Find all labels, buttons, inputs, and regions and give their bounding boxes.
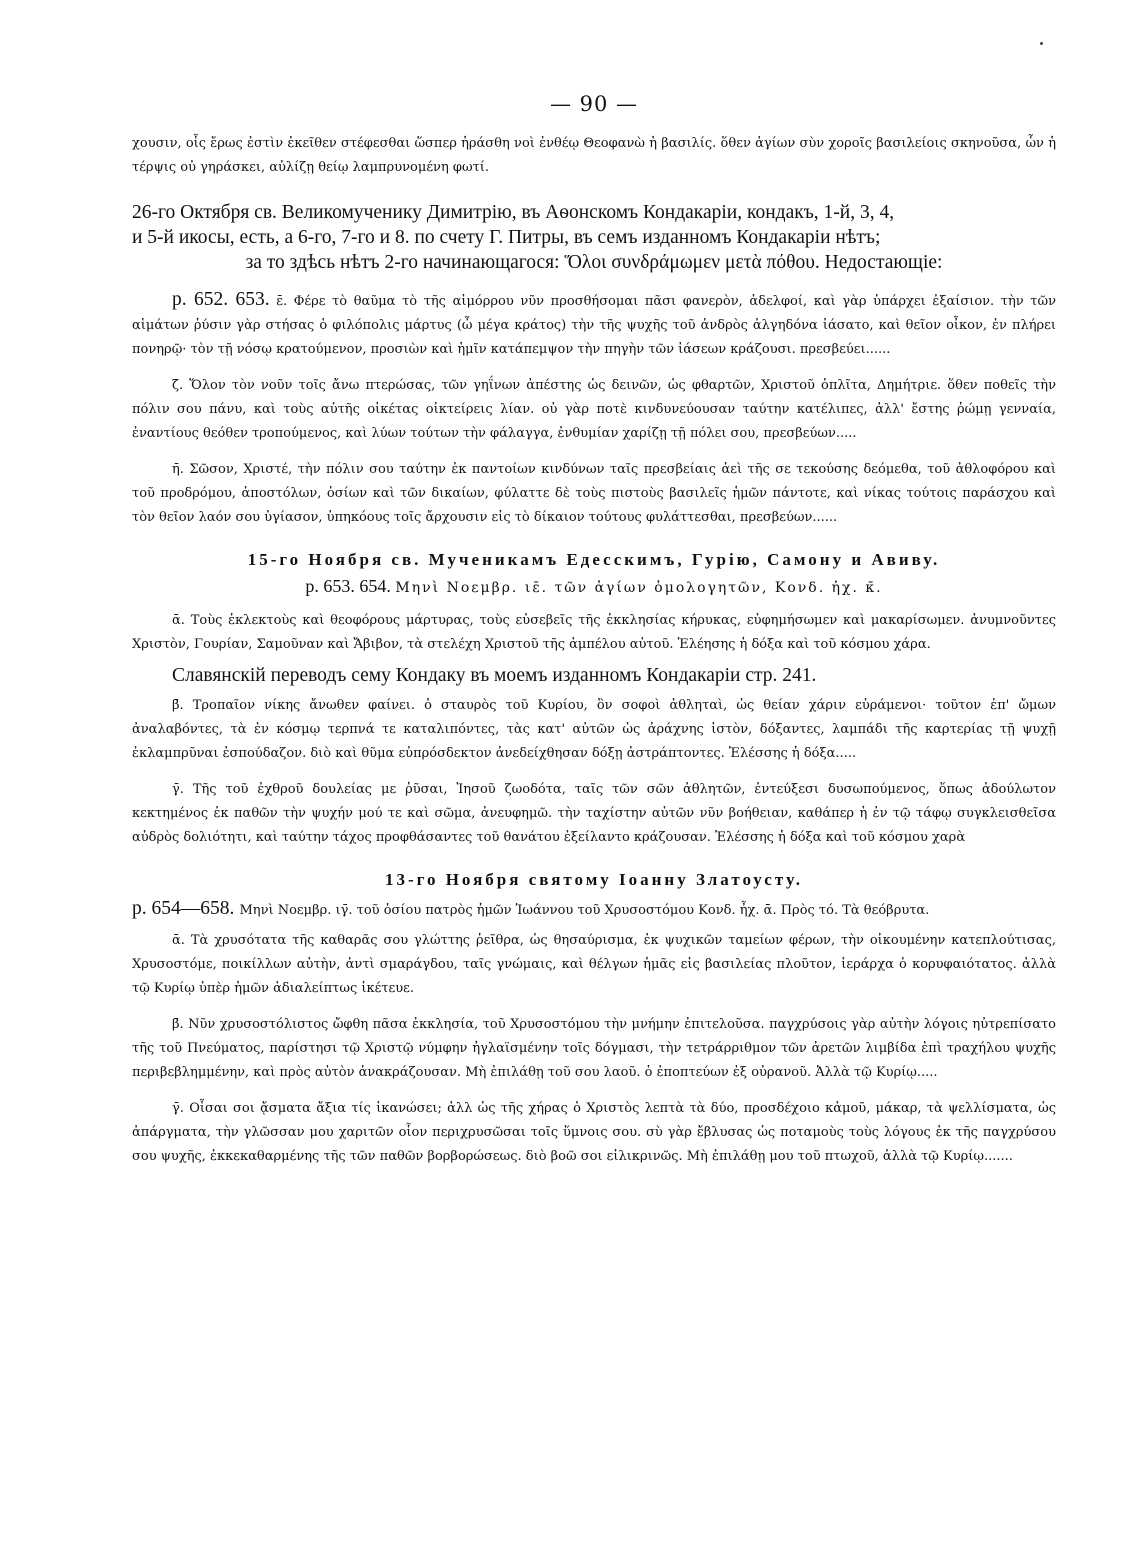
stanza-e-text: ε̄. Φέρε τὸ θαῦμα τὸ τῆς αἱμόρρου νῦν προσθήσομαι πᾶσι φανερὸν, ἀδελφοί, καὶ γὰρ ὑπάρχει ἐξαίσιον. τὴν τῶν αἱμάτων ῥύσιν γὰρ στήσας ὁ φιλόπολις μάρτυς (ὦ μέγα κράτος) τὴν τῆς ψυχῆς τοῦ ἀνδρὸς ἀλγηδόνα ἰάσατο, καὶ θεῖον οἶκον, ἐν πλήρει πονηρῷ· τὸν τῇ νόσῳ κρατούμενον, προσιὼν καὶ ἡμῖν κατάπεμψον τὴν πηγὴν τῶν ἰάσεων κράζουσι. πρεσβεύει...... — [132, 294, 1056, 357]
oct26-line-3: за то здѣсь нѣтъ 2-го начинающагося: Ὅλοι συνδράμωμεν μετὰ πόθου. Недостающіе: — [245, 252, 943, 273]
page-number: — 90 — — [549, 92, 639, 116]
nov15-stanza-g: γ̄. Τῆς τοῦ ἐχθροῦ δουλείας με ῥῦσαι, Ἰησοῦ ζωοδότα, ταῖς τῶν σῶν ἀθλητῶν, ἐντεύξεσι δυσωπούμενος, ὅπως ἀδούλωτον κεκτημένος ἐκ παθῶν τὴν ψυχήν μού τε καὶ σῶμα, ἀνευφημῶ. τὴν ταχίστην αὐτῶν νῦν βοήθειαν, καθάπερ ἡ ἐν τῷ τάφῳ συγκλεισθεῖσα αὐδρὸς δολιότητι, καὶ ταύτην τάχος προφθάσαντες τοῦ θανάτου ἐξείλαντο κράζουσαν. Ἐλέσσης ἡ δόξα καὶ τοῦ κόσμου χαρὰ — [132, 782, 1056, 845]
nov15-stanza-b: β̄. Τροπαῖον νίκης ἄνωθεν φαίνει. ὁ σταυρὸς τοῦ Κυρίου, ὃν σοφοὶ ἀθληταὶ, ὡς θείαν χάριν εὑράμενοι· τοῦτον ἐπ' ὤμων ἀναλαβόντες, τὰ ἐν κόσμῳ τερπνά τε καταλιπόντες, τὰς κατ' αὐτῶν ὡς ἀράχνης ἱστὸν, δόξαντες, λαμπάδι τῆς καρτερίας τῇ ψυχῇ ἐκλαμπρῦναι ἐσπούδαζον. διὸ καὶ θῦμα εὐπρόσδεκτον ἀνεδείχθησαν δόξῃ ἀστράπτοντες. Ἐλέσσης ἡ δόξα..... — [132, 698, 1056, 761]
oct26-heading — [132, 200, 1056, 275]
nov13-ref-greek: Μηνὶ Νοεμβρ. ιγ̄. τοῦ ὁσίου πατρὸς ἡμῶν Ἰωάννου τοῦ Χρυσοστόμου Κονδ. ἦχ. ᾱ. Πρὸς τό. Τὰ θεόβρυτα. — [239, 903, 930, 918]
nov13-stanza-b: β̄. Νῦν χρυσοστόλιστος ὤφθη πᾶσα ἐκκλησία, τοῦ Χρυσοστόμου τὴν μνήμην ἐπιτελοῦσα. παγχρύσοις γὰρ αὐτὴν λόγοις ηὐτρεπίσατο τῆς τοῦ Πνεύματος, παρίστησι τῷ Χριστῷ νύμφην ἠγλαϊσμένην τοῖς δόγμασι, τὴν τετράρριθμον τῶν ἀρετῶν λιμβίδα ἐπὶ τραχήλου ψυχῆς περιβεβλημμένην, καὶ πρὸς αὐτὸν ἀνακράζουσαν. Μὴ ἐπιλάθῃ τοῦ σου λαοῦ. ὁ ἐποπτεύων ἐξ οὐρανοῦ. Ἀλλὰ τῷ Κυρίῳ..... — [132, 1017, 1056, 1080]
nov15-heading: 15-го Ноября св. Мученикамъ Едесскимъ, Гурію, Самону и Авиву. — [247, 550, 941, 569]
oct26-stanza-z: ζ̄. Ὅλον τὸν νοῦν τοῖς ἄνω πτερώσας, τῶν γηΐνων ἀπέστης ὡς δεινῶν, ὡς φθαρτῶν, Χριστοῦ ὁπλῖτα, Δημήτριε. ὅθεν ποθεῖς τὴν πόλιν σου πάνυ, καὶ τοὺς αὐτῆς οἰκέτας οἰκτείρεις λίαν. οὐ γὰρ ποτὲ κινδυνεύουσαν ταύτην κατέλιπες, ἀλλ' ἔστης ῥώμῃ γενναία, ἐναντίους θεόθεν τροπούμενος, καὶ λύων τούτων τὴν φάλαγγα, ἐνθυμίαν χαρίζῃ τῇ πόλει σου, πρεσβεύων..... — [132, 378, 1056, 441]
nov13-ref-pages: р. 654—658. — [132, 898, 235, 919]
oct26-stanza-i: η̄. Σῶσον, Χριστέ, τὴν πόλιν σου ταύτην ἐκ παντοίων κινδύνων ταῖς πρεσβείαις ἀεὶ τῆς σε τεκούσης δεόμεθα, τοῦ ἀθλοφόρου καὶ τοῦ προδρόμου, ἀποστόλων, ὁσίων καὶ τῶν δικαίων, φύλαττε δὲ τοὺς πιστοὺς βασιλεῖς ἡμῶν πάντοτε, καὶ νίκας τούτοις παράσχου καὶ τὸν θεῖον λαόν σου ὑγίασον, ὑπηκόους τοῖς ἄρχουσιν εἰς τὸ δίκαιον τούτους φυλάττεσθαι, πρεσβεύων...... — [132, 462, 1056, 525]
slavonic-note: Славянскій переводъ сему Кондаку въ моемъ изданномъ Кондакаріи стр. 241. — [172, 665, 817, 686]
nov15-ref-pages: р. 653. 654. — [305, 576, 391, 596]
nov15-ref-greek: Μηνὶ Νοεμβρ. ιε̄. τῶν ἁγίων ὁμολογητῶν, Κονδ. ἠχ. κ̄. — [395, 580, 883, 596]
nov13-heading: 13-го Ноября святому Іоанну Златоусту. — [384, 870, 804, 889]
nov13-reference — [132, 896, 1056, 923]
nov15-stanza-a: ᾱ. Τοὺς ἐκλεκτοὺς καὶ θεοφόρους μάρτυρας, τοὺς εὐσεβεῖς τῆς ἐκκλησίας κήρυκας, εὐφημήσωμεν καὶ μακαρίσωμεν. ἀνυμνοῦντες Χριστὸν, Γουρίαν, Σαμοῦναν καὶ Ἄβιβον, τὰ στελέχη Χριστοῦ τῆς ἀμπέλου αὐτοῦ. Ἐλέησης ἡ δόξα καὶ τοῦ κόσμου χάρα. — [132, 613, 1056, 652]
oct26-stanza-e — [132, 287, 1056, 362]
oct26-line-2: и 5-й икосы, есть, а 6-го, 7-го и 8. по счету Г. Питры, въ семъ изданномъ Кондакаріи нѣтъ; — [132, 227, 881, 248]
document-page — [132, 92, 1056, 1169]
scan-speck — [1040, 42, 1043, 45]
nov15-reference — [132, 576, 1056, 597]
nov13-stanza-g: γ̄. Οἷσαι σοι ᾄσματα ἄξια τίς ἱκανώσει; ἀλλ ὡς τῆς χήρας ὁ Χριστὸς λεπτὰ τὰ δύο, προσδέχοιο κἀμοῦ, μάκαρ, τὰ ψελλίσματα, ὡς ἀπάργματα, τὴν γλῶσσαν μου χαριτῶν οἷον περιχρυσῶσαι τοῖς ὕμνοις σου. σὺ γὰρ ἔβλυσας ὡς ποταμοὺς τοὺς λόγους ἐκ τῆς παγχρύσου σου ψυχῆς, ἐκκεκαθαρμένης τῆς τῶν παθῶν βορβορώσεως. διὸ βοῶ σοι εἰλικρινῶς. Μὴ ἐπιλάθῃ μου τοῦ πτωχοῦ, ἀλλὰ τῷ Κυρίῳ....... — [132, 1101, 1056, 1164]
nov13-stanza-a: ᾱ. Τὰ χρυσότατα τῆς καθαρᾶς σου γλώττης ῥεῖθρα, ὡς θησαύρισμα, ἐκ ψυχικῶν ταμείων φέρων, τὴν οἰκουμένην κατεπλούτισας, Χρυσοστόμε, ποικίλλων αὐτὴν, ἀντὶ σμαράγδου, ταῖς γνώμαις, καὶ θέλγων ἡμᾶς εἰς βασιλείας πλοῦτον, ἱεράρχα ὁ κορυφαιότατος. ἀλλὰ τῷ Κυρίῳ ὑπὲρ ἡμῶν ἀδιαλείπτως ἱκέτευε. — [132, 933, 1056, 996]
page-ref-652: р. 652. 653. — [172, 289, 270, 310]
intro-greek-paragraph: χουσιν, οἷς ἔρως ἐστὶν ἐκεῖθεν στέφεσθαι ὥσπερ ἠράσθη νοὶ ἐνθέῳ Θεοφανὼ ἡ βασιλίς. ὅθεν ἁγίων σὺν χοροῖς βασιλείοις σκηνοῦσα, ὧν ἡ τέρψις οὐ γηράσκει, αὐλίζῃ θείῳ λαμπρυνομένη φωτί. — [132, 136, 1056, 175]
oct26-line-1: 26-го Октября св. Великомученику Димитрію, въ Аѳонскомъ Кондакаріи, кондакъ, 1-й, 3, 4, — [132, 202, 895, 223]
